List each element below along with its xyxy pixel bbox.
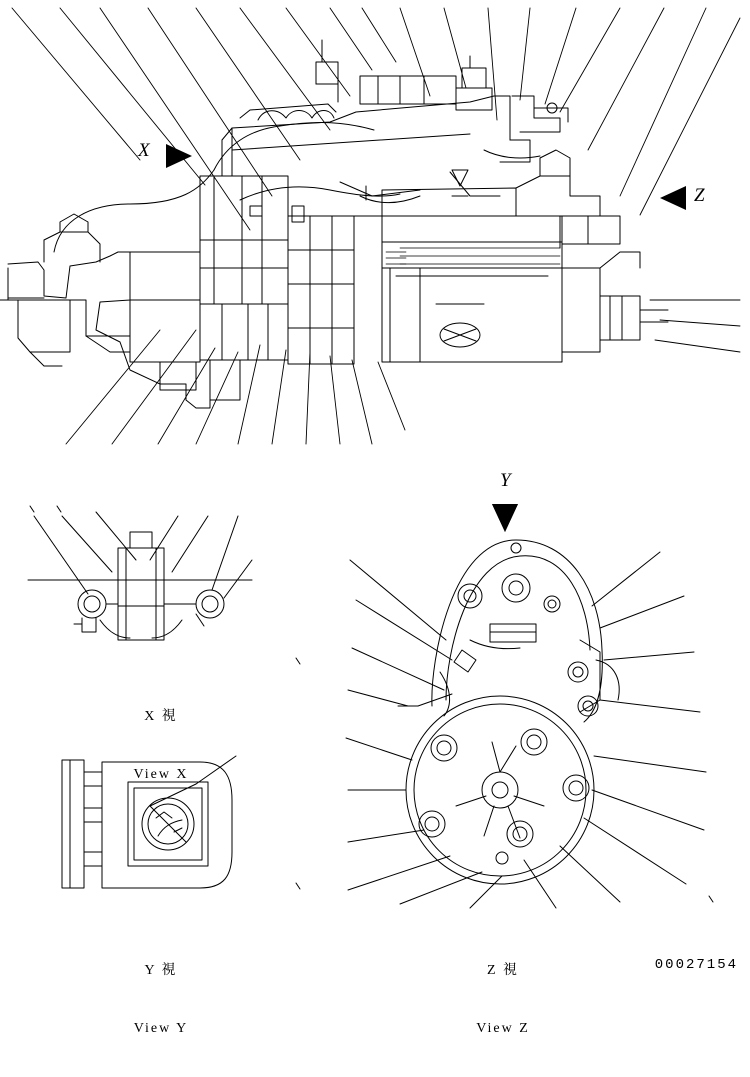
- main-piping: [54, 123, 540, 252]
- main-pump-body: [130, 176, 354, 400]
- view-z-caption-en: View Z: [476, 1020, 530, 1036]
- view-z-drawing: [346, 540, 706, 908]
- leader-lines-top: [12, 8, 740, 230]
- view-z-caption: [438, 922, 568, 1077]
- main-left-housing: [0, 214, 210, 408]
- leader-lines-bottom: [66, 300, 740, 444]
- marker-x-label: X: [138, 140, 150, 161]
- view-y-caption: [96, 922, 226, 1077]
- main-right-body: [354, 96, 668, 362]
- main-hatching: [386, 248, 560, 264]
- view-x-caption-jp: X 視: [144, 709, 178, 724]
- marker-y-label: Y: [500, 470, 511, 491]
- marker-z-label: Z: [694, 185, 705, 206]
- view-z-caption-jp: Z 視: [486, 963, 520, 978]
- view-x-caption-en: View X: [133, 766, 189, 782]
- drawing-number: 00027154: [654, 957, 738, 973]
- view-y-caption-jp: Y 視: [144, 963, 178, 978]
- view-x-caption: [96, 668, 226, 823]
- view-x-drawing: [28, 512, 252, 640]
- view-y-caption-en: View Y: [133, 1020, 189, 1036]
- section-arrows: [166, 144, 686, 532]
